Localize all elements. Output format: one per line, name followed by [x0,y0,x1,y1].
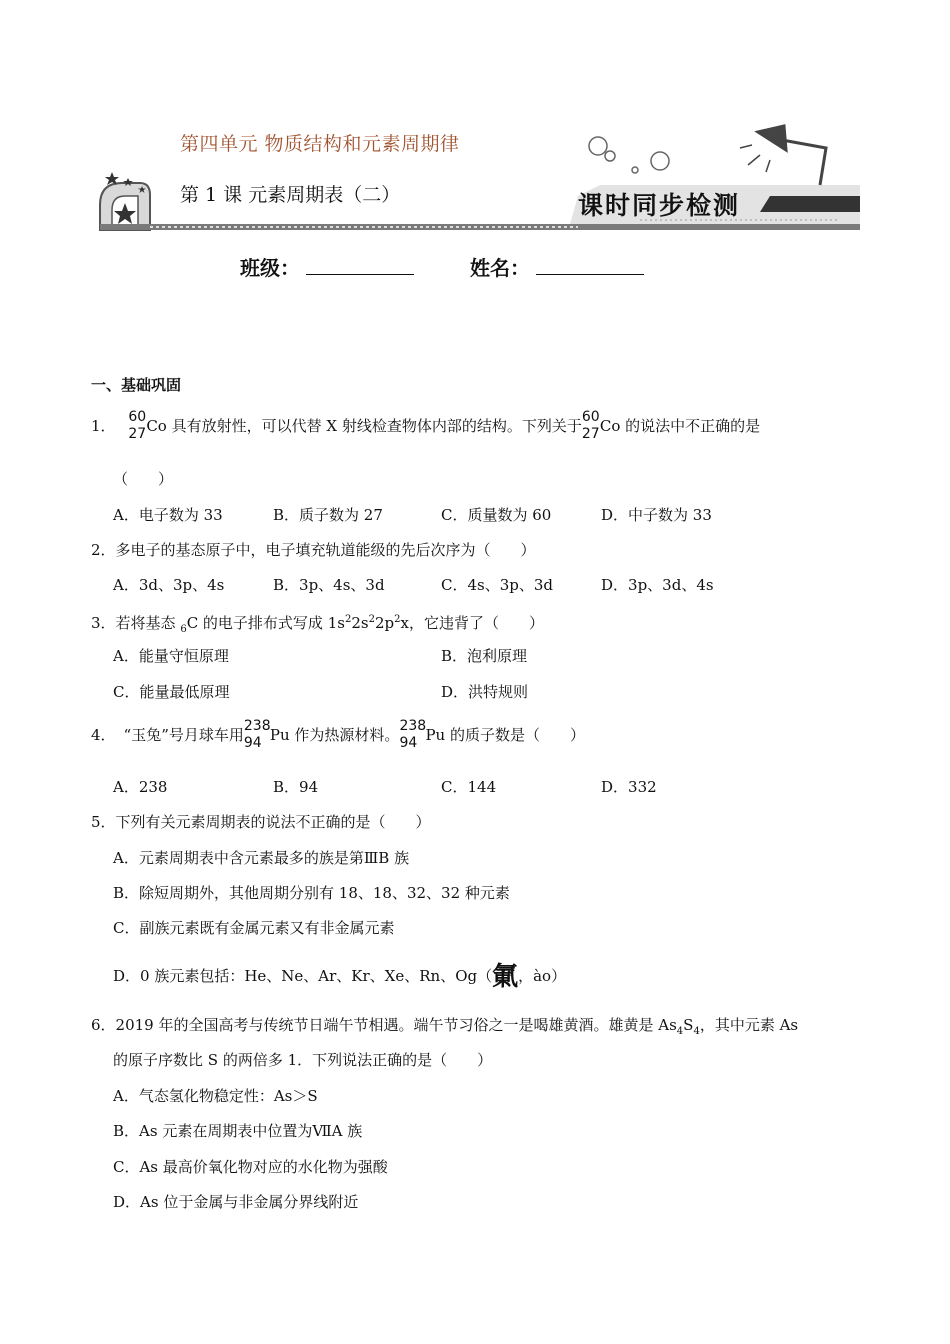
lesson-title: 第 1 课 元素周期表（二） [180,184,401,206]
q4-isotope-b: 238 94 [399,718,427,751]
q3-option-c: C．能量最低原理 [113,683,230,701]
bubble-icons [589,137,669,173]
question-4: 4． “玉兔”号月球车用 238 94 Pu 作为热源材料。 238 94 Pu 的质子数是（ ） [91,718,585,751]
unit-title: 第四单元 物质结构和元素周期律 [180,133,460,155]
q4-isotope-a: 238 94 [243,718,271,751]
name-blank[interactable] [536,256,644,275]
q2-option-d: D．3p、3d、4s [601,576,714,594]
question-6: 6．2019 年的全国高考与传统节日端午节相遇。端午节习俗之一是喝雄黄酒。雄黄是 $As_4S_4$，其中元素 As [91,1016,799,1037]
q6-option-a: A．气态氢化物稳定性：As＞S [113,1087,318,1105]
q1-paren: （ ） [113,470,174,488]
q1-option-c: C．质量数为 60 [441,506,552,524]
question-3: 3．若将基态 $_6$C 的电子排布式写成 $1s^22s^22p^2x$，它违背了（ ） [91,614,544,635]
q1-text-a: 具有放射性，可以代替 X 射线检查物体内部的结构。下列关于 [166,417,582,435]
q1-isotope-b: 60 27 [581,409,600,442]
q3-option-a: A．能量守恒原理 [113,647,229,665]
q3-option-b: B．泡利原理 [441,647,528,665]
q1-isotope-a: 60 27 [128,409,147,442]
section-title: 一、基础巩固 [91,376,182,394]
q6-option-d: D．As 位于金属与非金属分界线附近 [113,1193,359,1211]
q5-option-d: D．0 族元素包括：He、Ne、Ar、Kr、Xe、Rn、Og（氭，ào） [113,962,567,992]
q6-option-c: C．As 最高价氧化物对应的水化物为强酸 [113,1158,388,1176]
class-field [240,252,414,281]
name-field [470,252,644,281]
q1-element-b: Co [599,417,621,435]
q1-option-a: A．电子数为 33 [113,506,223,524]
banner-title: 课时同步检测 [578,191,741,220]
q5-option-c: C．副族元素既有金属元素又有非金属元素 [113,919,395,937]
star-badge-icon [100,172,150,230]
q1-number: 1． [91,417,116,435]
q2-option-c: C．4s、3p、3d [441,576,554,594]
q4-option-b: B．94 [273,778,319,796]
desk-lamp-icon [740,126,826,185]
class-blank[interactable] [306,256,414,275]
q2-option-a: A．3d、3p、4s [113,576,225,594]
q3-option-d: D．洪特规则 [441,683,529,701]
q5-option-b: B．除短周期外，其他周期分别有 18、18、32、32 种元素 [113,884,510,902]
question-2: 2．多电子的基态原子中，电子填充轨道能级的先后次序为（ ） [91,541,536,559]
q5-option-a: A．元素周期表中含元素最多的族是第ⅢB 族 [113,849,410,867]
q1-option-d: D．中子数为 33 [601,506,712,524]
og-character: 氭 [492,962,519,992]
q1-text-b: 的说法中不正确的是 [620,417,761,435]
q2-option-b: B．3p、4s、3d [273,576,385,594]
question-1 [91,409,761,442]
header-decoration [0,0,950,240]
q4-option-a: A．238 [113,778,168,796]
q4-option-c: C．144 [441,778,497,796]
question-6-line-2: 的原子序数比 S 的两倍多 1．下列说法正确的是（ ） [113,1051,493,1069]
class-label: 班级： [240,256,300,280]
q6-option-b: B．As 元素在周期表中位置为ⅦA 族 [113,1122,363,1140]
q4-option-d: D．332 [601,778,657,796]
question-5: 5．下列有关元素周期表的说法不正确的是（ ） [91,813,431,831]
q1-option-b: B．质子数为 27 [273,506,383,524]
name-label: 姓名： [470,256,530,280]
q1-element-a: Co [146,417,167,435]
